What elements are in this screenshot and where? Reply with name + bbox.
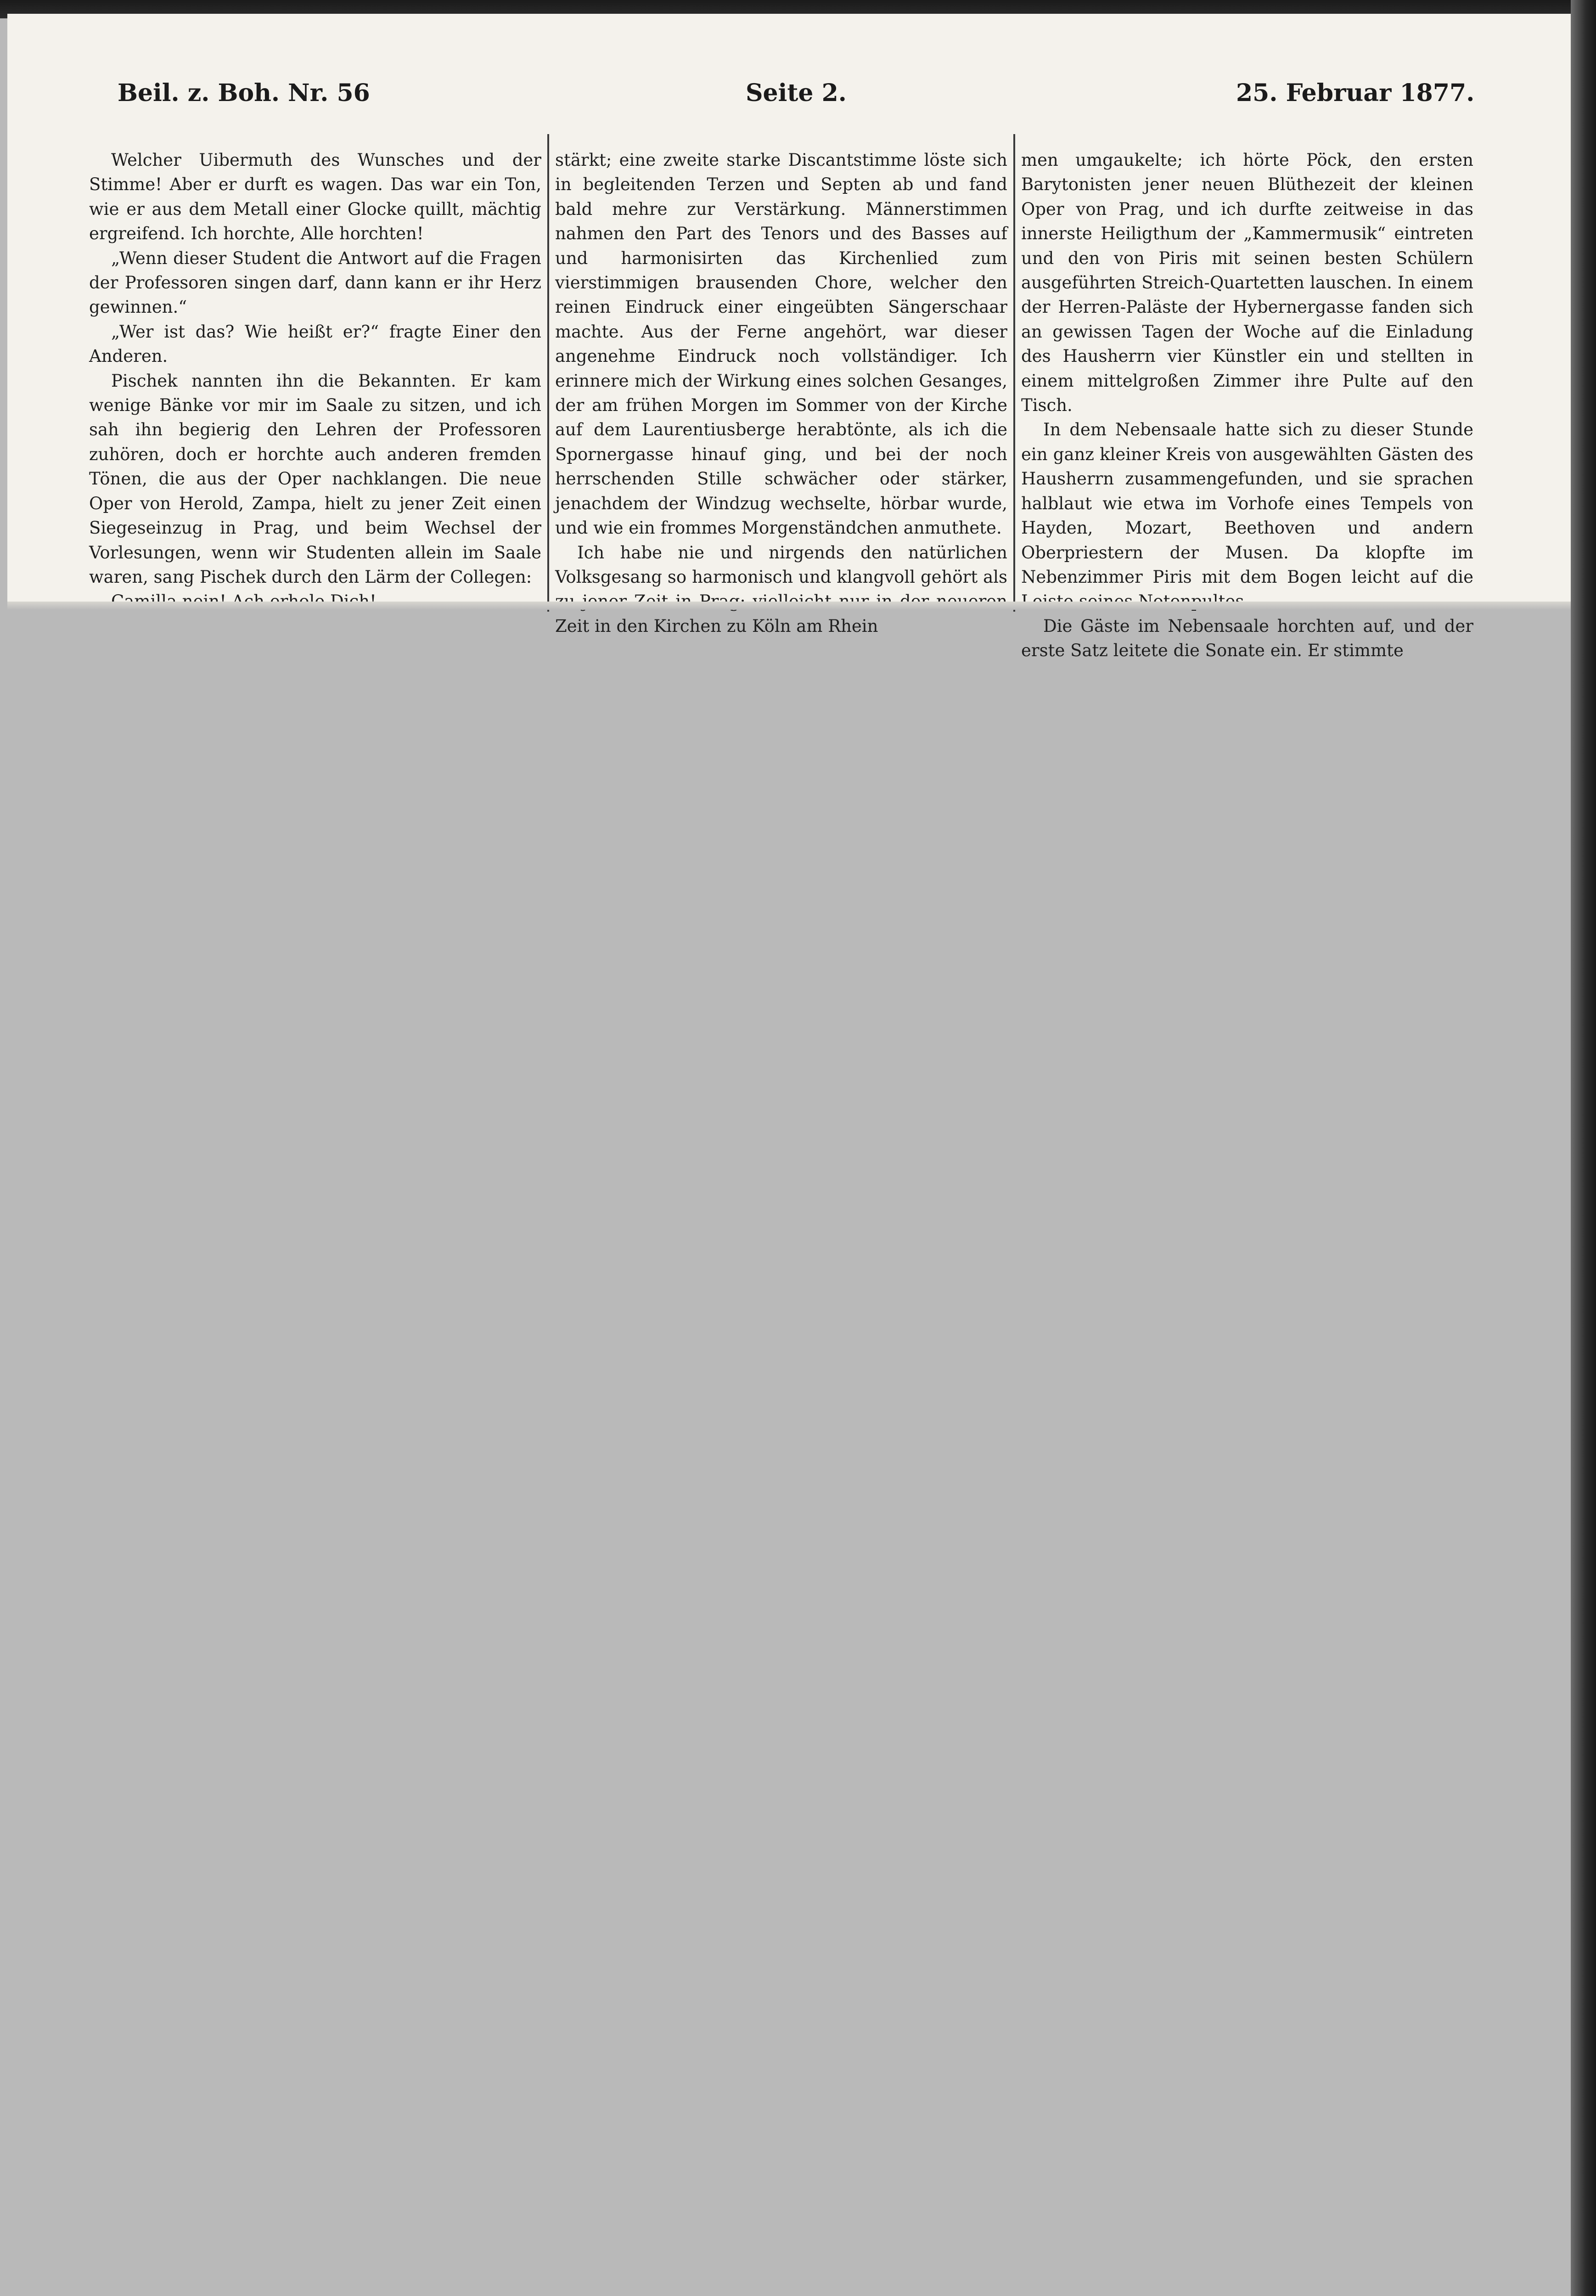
paragraph: Welcher Uibermuth des Wunsches und der Stimme! Aber er durft es wagen. Das war ein Ton, wie er aus dem Metall einer Glocke quillt, mächtig ergreifend. Ich horchte, Alle horchten! <box>89 150 541 244</box>
newspaper-page <box>7 14 1571 661</box>
paragraph: Pischek nannten ihn die Bekannten. Er kam wenige Bänke vor mir im Saale zu sitzen, und ich sah ihn begierig den Lehren der Professoren zuhören, doch er horchte auch anderen fremden Tönen, die aus der Oper nachklangen. Die neue Oper von Herold, Zampa, hielt zu jener Zeit einen Siegeseinzug in Prag, und beim Wechsel der Vorlesungen, wenn wir Studenten allein im Saale waren, sang Pischek durch den Lärm der Collegen: <box>89 371 541 587</box>
column-divider <box>1013 134 1015 612</box>
paragraph: In dem Nebensaale hatte sich zu dieser Stunde ein ganz kleiner Kreis von ausgewählten Gästen des Hausherrn zusammengefunden, und sie sprachen halblaut wie etwa im Vorhofe eines Tempels von Hayden, Mozart, Beethoven und andern Oberpriestern der Musen. Da klopfte im Nebenzimmer Piris mit dem Bogen leicht auf die <box>1021 420 1473 587</box>
paragraph: men umgaukelte; ich hörte Pöck, den ersten Barytonisten jener neuen Blüthezeit der kleinen Oper von Prag, und ich durfte zeitweise in das innerste Heiligthum der „Kammermusik“ eintreten und den von Piris mit seinen besten Schülern ausgeführten Streich-Quartetten lauschen. In einem der Herren-Paläste der Hybernergasse fanden sich an gewissen Tagen der Woche auf die Einladung des Hausherrn vier Künstler ein und stellten in einem mittelgroßen Zimmer ihre Pulte auf den Tisch. <box>1021 150 1473 416</box>
page-cutoff-edge <box>7 602 1571 610</box>
page-number: Seite 2. <box>746 79 847 107</box>
issue-date: 25. Februar 1877. <box>1236 79 1475 107</box>
paragraph: Die Gäste im Nebensaale horchten auf, und der erste Satz leitete die Sonate ein. Er stimmte <box>1021 616 1473 661</box>
paragraph: „Wenn dieser Student die Antwort auf die Fragen der Professoren singen darf, dann kann er ihr Herz gewinnen.“ <box>89 248 541 317</box>
paragraph: „Wer ist das? Wie heißt er?“ fragte Einer den Anderen. <box>89 321 541 366</box>
scan-edge-right <box>1571 0 1596 2296</box>
text-column-3 <box>1021 148 1473 661</box>
text-column-2 <box>555 148 1007 636</box>
issue-label: Beil. z. Boh. Nr. 56 <box>118 79 370 107</box>
paragraph: stärkt; eine zweite starke Discantstimme löste sich in begleitenden Terzen und Septen ab und fand bald mehre zur Verstärkung. Männerstimmen nahmen den Part des Tenors und des Basses auf und harmonisirten das Kirchenlied zum vierstimmigen brausenden Chore, welcher den reinen Eindruck einer eingeübten Sängerschaar machte. Aus der Ferne angehört, war dieser angenehme Eindruck noch vollständiger. Ich erinnere mich der Wirkung eines solchen Gesanges, der am frühen Morgen im Sommer von der Kirche auf dem Laurentiusberge herabtönte, als ich die Spornergasse hinauf ging, und bei der noch herrschenden Stille schwächer oder stärker, jenachdem der Windzug wechselte, hörbar wurde, und wie ein frommes Morgenständchen anmuthete. <box>555 150 1007 538</box>
paragraph: Ich habe nie und nirgends den natürlichen Volksgesang so harmonisch und klangvoll gehört als Zeit in den Kirchen zu Köln am Rhein <box>555 542 1007 636</box>
column-divider <box>547 134 549 612</box>
text-column-1 <box>89 148 541 612</box>
page-header <box>7 79 1571 116</box>
